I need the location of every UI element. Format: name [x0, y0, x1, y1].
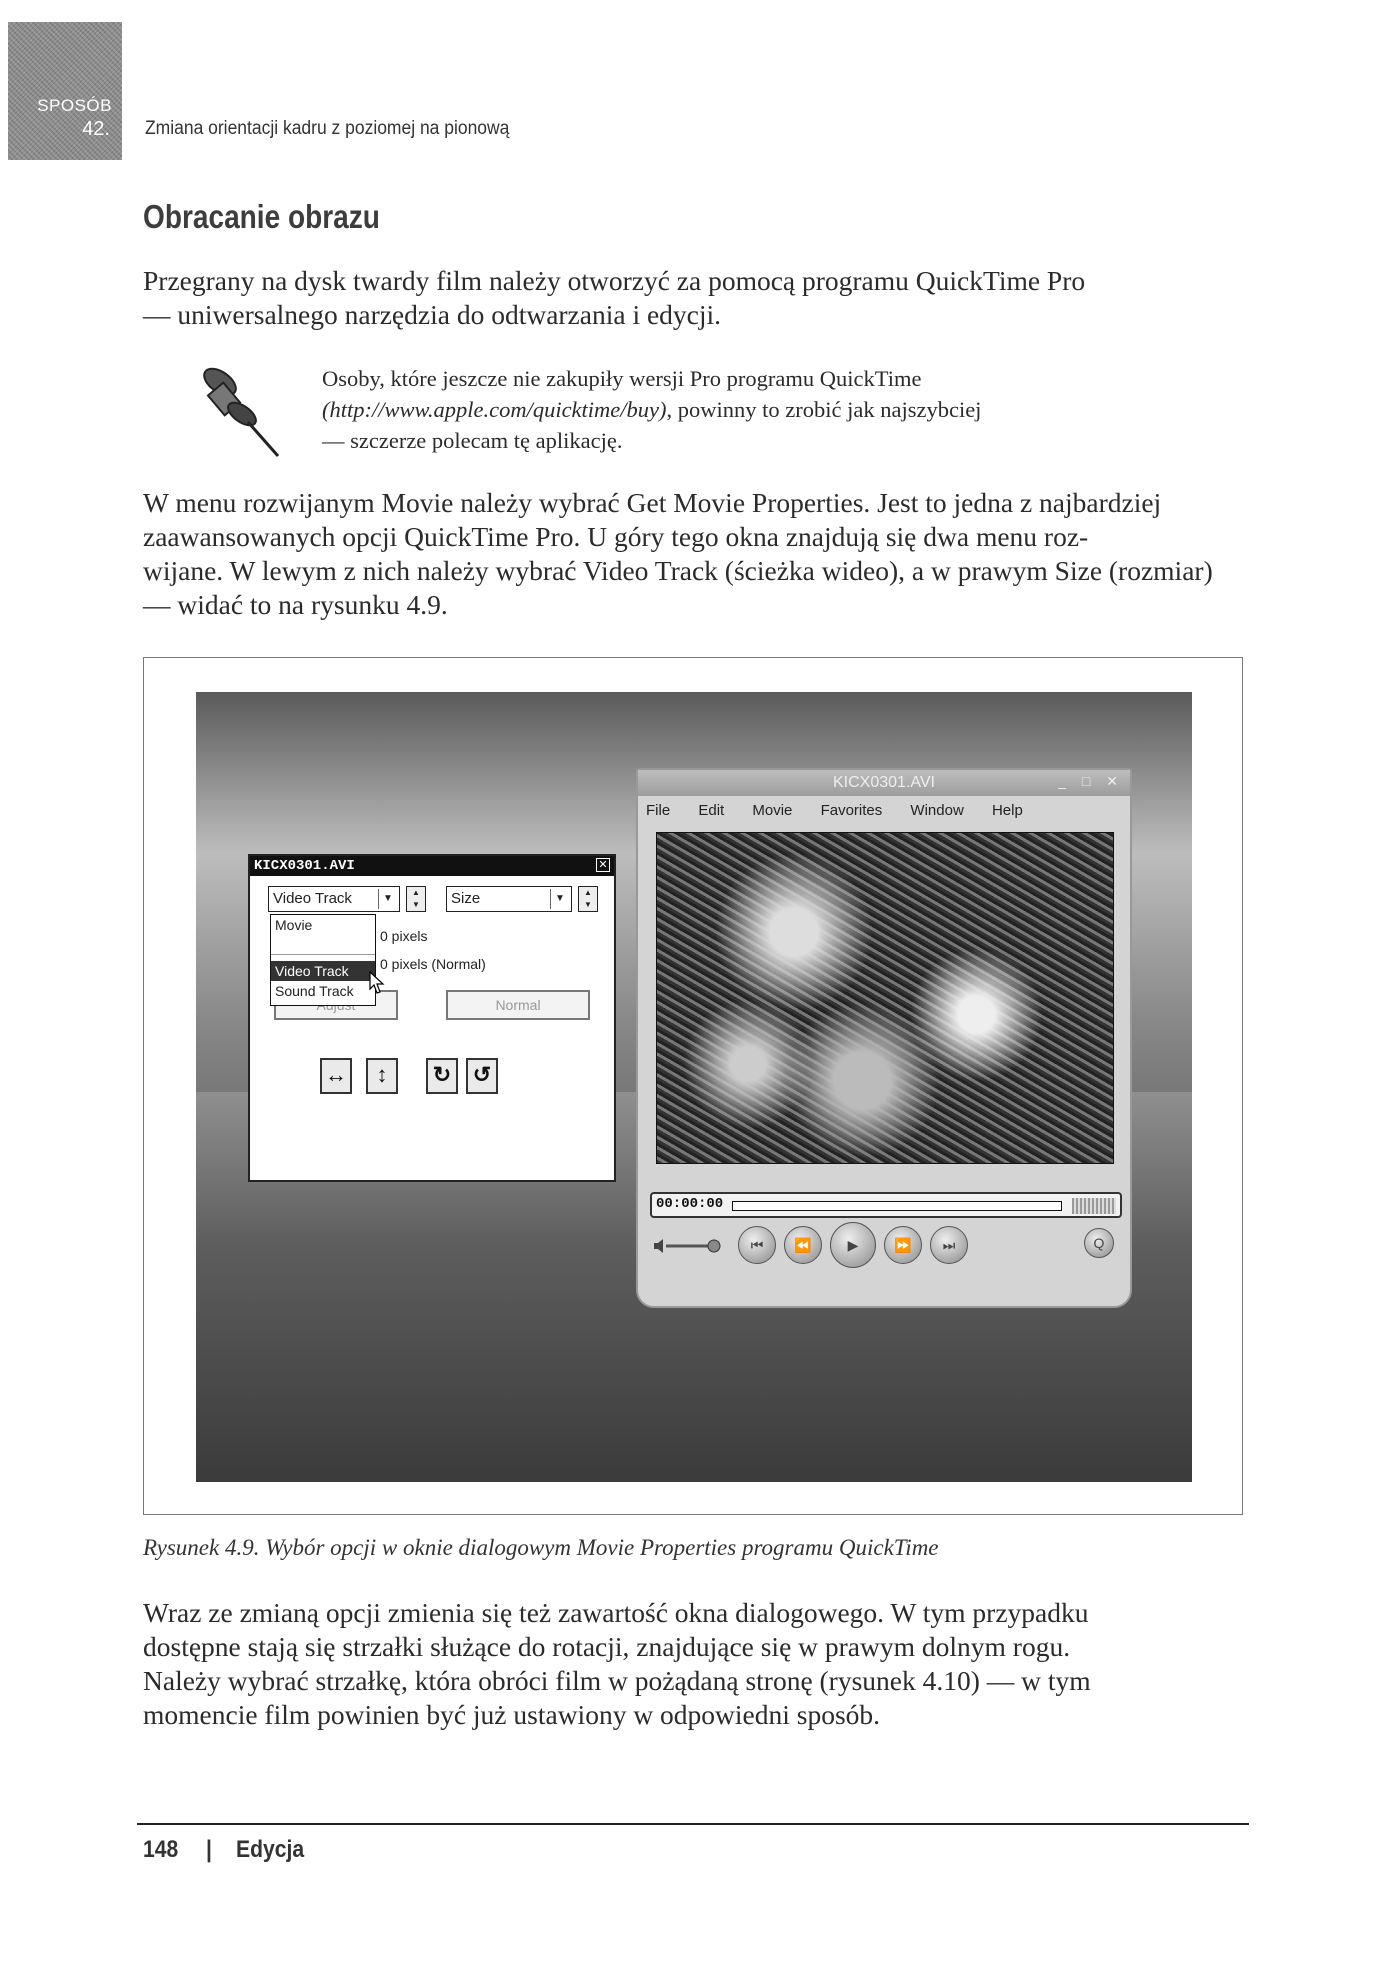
figure-screenshot — [196, 692, 1192, 1482]
menu-item-file[interactable]: File — [646, 802, 671, 819]
dropdown-item-movie[interactable]: Movie — [275, 917, 313, 933]
paragraph-line: dostępne stają się strzałki służące do rotacji, znajdujące się w prawym dolnym rogu. — [143, 1631, 1071, 1662]
timeline-bar — [650, 1192, 1122, 1218]
track-stepper[interactable]: ▲ ▼ — [406, 886, 426, 912]
menu-item-edit[interactable]: Edit — [698, 802, 725, 819]
flip-vertical-button[interactable]: ↕ — [366, 1058, 398, 1094]
track-select[interactable] — [268, 886, 400, 912]
paragraph-rotation — [143, 1596, 1247, 1732]
footer-separator: | — [206, 1836, 212, 1863]
play-icon[interactable]: ▶ — [830, 1222, 876, 1268]
paragraph-line: wijane. W lewym z nich należy wybrać Video Track (ścieżka wideo), a w prawym Size (rozmiar) — [143, 555, 1213, 586]
resize-grip[interactable] — [1072, 1198, 1116, 1214]
paragraph-line: Przegrany na dysk twardy film należy otworzyć za pomocą programu QuickTime Pro — [143, 265, 1086, 296]
page-number: 148 — [143, 1836, 179, 1863]
menu-item-help[interactable]: Help — [991, 802, 1023, 819]
running-title: Zmiana orientacji kadru z poziomej na pionową — [145, 118, 510, 139]
paragraph-menu — [143, 486, 1247, 622]
track-select-value: Video Track — [273, 890, 352, 907]
fast-forward-icon[interactable]: ⏩ — [884, 1226, 922, 1264]
note-line — [322, 394, 1102, 425]
footer-rule — [137, 1823, 1249, 1825]
paragraph-line: momencie film powinien być już ustawiony w odpowiedni sposób. — [143, 1699, 881, 1730]
window-controls-icon[interactable]: _ □ ✕ — [1058, 773, 1124, 789]
paragraph-line: Należy wybrać strzałkę, która obróci film w pożądaną stronę (rysunek 4.10) — w tym — [143, 1665, 1091, 1696]
volume-icon[interactable] — [652, 1236, 722, 1256]
paragraph-line: — widać to na rysunku 4.9. — [143, 589, 448, 620]
timecode: 00:00:00 — [656, 1196, 724, 1212]
chapter-tab — [8, 22, 122, 160]
menu-item-movie[interactable]: Movie — [752, 802, 793, 819]
size-stepper[interactable]: ▲ ▼ — [578, 886, 598, 912]
go-to-start-icon[interactable]: ⏮ — [738, 1226, 776, 1264]
menu-item-window[interactable]: Window — [910, 802, 964, 819]
quicktime-logo-icon: Q — [1084, 1228, 1114, 1258]
figure-caption: Rysunek 4.9. Wybór opcji w oknie dialogowym Movie Properties programu QuickTime — [143, 1535, 939, 1560]
go-to-end-icon[interactable]: ⏭ — [930, 1226, 968, 1264]
paragraph-line: zaawansowanych opcji QuickTime Pro. U góry tego okna znajdują się dwa menu roz- — [143, 521, 1089, 552]
flip-horizontal-button[interactable]: ↔ — [320, 1058, 352, 1094]
rewind-icon[interactable]: ⏪ — [784, 1226, 822, 1264]
note-line: — szczerze polecam tę aplikację. — [322, 428, 623, 453]
normal-button[interactable]: Normal — [446, 990, 590, 1020]
video-frame — [656, 832, 1114, 1164]
paragraph-line: W menu rozwijanym Movie należy wybrać Get Movie Properties. Jest to jedna z najbardziej — [143, 487, 1162, 518]
size-info-line: 0 pixels — [380, 928, 428, 944]
pushpin-icon — [190, 360, 290, 460]
chevron-down-icon: ▼ — [550, 889, 569, 909]
track-dropdown-menu — [270, 914, 376, 1006]
rotate-right-button[interactable]: ↻ — [426, 1058, 458, 1094]
rotate-left-button[interactable]: ↺ — [466, 1058, 498, 1094]
dropdown-item-sound-track[interactable]: Sound Track — [275, 983, 354, 999]
chevron-down-icon: ▼ — [378, 889, 397, 909]
size-info-line: 0 pixels (Normal) — [380, 956, 486, 972]
footer-section: Edycja — [236, 1836, 305, 1863]
movie-properties-window — [248, 854, 616, 1182]
props-window-title: KICX0301.AVI — [250, 856, 614, 876]
tab-number: 42. — [82, 118, 110, 140]
tab-label: SPOSÓB — [37, 96, 112, 115]
dropdown-item-video-track[interactable]: Video Track — [271, 961, 375, 981]
size-select[interactable] — [446, 886, 572, 912]
tip-note — [322, 363, 1102, 456]
scrubber-track[interactable] — [732, 1201, 1062, 1211]
quicktime-player-window — [636, 768, 1132, 1308]
mouse-cursor-icon — [369, 971, 387, 995]
section-title: Obracanie obrazu — [143, 198, 380, 235]
player-menubar — [646, 802, 1037, 819]
close-icon[interactable]: ✕ — [596, 858, 610, 872]
dropdown-separator — [271, 935, 375, 955]
player-title: KICX0301.AVI — [638, 770, 1130, 796]
size-select-value: Size — [451, 890, 481, 907]
note-url: (http://www.apple.com/quicktime/buy) — [322, 397, 667, 422]
paragraph-intro — [143, 264, 1247, 332]
note-line: Osoby, które jeszcze nie zakupiły wersji Pro programu QuickTime — [322, 366, 922, 391]
paragraph-line: — uniwersalnego narzędzia do odtwarzania i edycji. — [143, 299, 722, 330]
note-text: , powinny to zrobić jak najszybciej — [666, 397, 982, 422]
paragraph-line: Wraz ze zmianą opcji zmienia się też zawartość okna dialogowego. W tym przypadku — [143, 1597, 1089, 1628]
menu-item-favorites[interactable]: Favorites — [820, 802, 883, 819]
